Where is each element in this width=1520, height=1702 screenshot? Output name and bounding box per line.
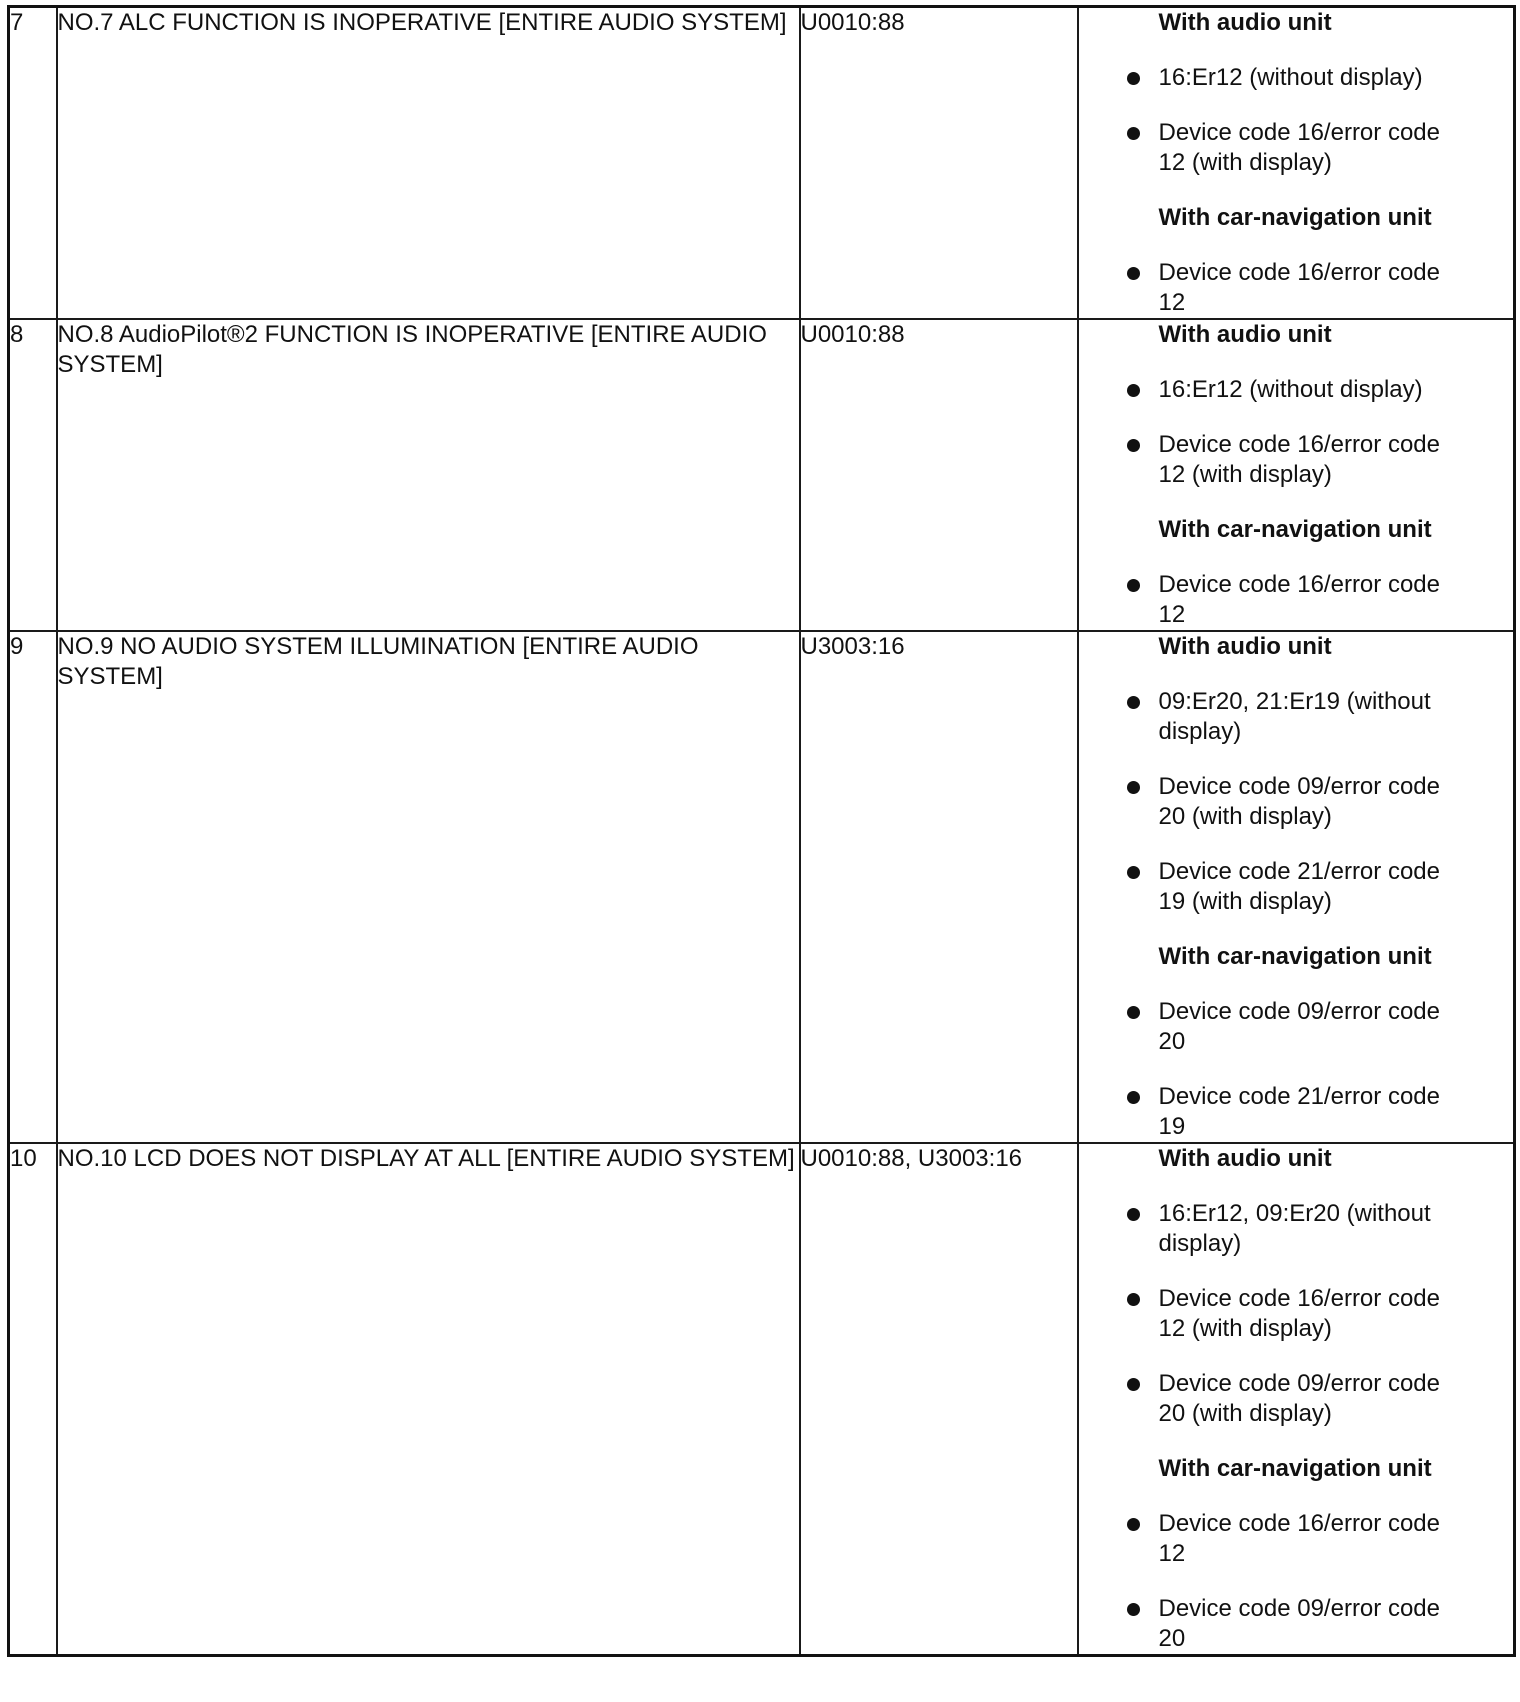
- bullet-icon: [1127, 439, 1140, 452]
- list-item: Device code 09/error code 20: [1079, 997, 1459, 1057]
- list-item: 16:Er12 (without display): [1079, 63, 1459, 93]
- list-item: Device code 16/error code 12: [1079, 570, 1459, 630]
- device-error-codes: [1078, 1143, 1515, 1656]
- list-item: Device code 16/error code 12 (with display): [1079, 118, 1459, 178]
- list-item: 16:Er12 (without display): [1079, 375, 1459, 405]
- list-item: Device code 09/error code 20: [1079, 1594, 1459, 1654]
- nav-unit-heading: With car-navigation unit: [1158, 1455, 1432, 1482]
- list-item: 09:Er20, 21:Er19 (without display): [1079, 687, 1459, 747]
- row-number: 8: [9, 319, 57, 631]
- nav-unit-heading: With car-navigation unit: [1158, 204, 1432, 231]
- list-item: Device code 21/error code 19 (with display): [1079, 857, 1459, 917]
- bullet-icon: [1127, 781, 1140, 794]
- bullet-icon: [1127, 1208, 1140, 1221]
- bullet-icon: [1127, 1378, 1140, 1391]
- list-item: Device code 21/error code 19: [1079, 1082, 1459, 1142]
- list-item: 16:Er12, 09:Er20 (without display): [1079, 1199, 1459, 1259]
- symptom-title: NO.7 ALC FUNCTION IS INOPERATIVE [ENTIRE AUDIO SYSTEM]: [57, 7, 800, 320]
- table-row: [9, 1143, 1515, 1656]
- device-error-codes: [1078, 7, 1515, 320]
- table-row: [9, 319, 1515, 631]
- nav-unit-heading: With car-navigation unit: [1158, 516, 1432, 543]
- bullet-icon: [1127, 579, 1140, 592]
- device-error-codes: [1078, 631, 1515, 1143]
- symptom-title: NO.10 LCD DOES NOT DISPLAY AT ALL [ENTIRE AUDIO SYSTEM]: [57, 1143, 800, 1656]
- row-number: 10: [9, 1143, 57, 1656]
- dtc-code: U0010:88: [800, 7, 1078, 320]
- list-item: Device code 16/error code 12: [1079, 258, 1459, 318]
- row-number: 7: [9, 7, 57, 320]
- bullet-icon: [1127, 1293, 1140, 1306]
- bullet-icon: [1127, 866, 1140, 879]
- bullet-icon: [1127, 1603, 1140, 1616]
- bullet-icon: [1127, 384, 1140, 397]
- list-item: Device code 09/error code 20 (with display): [1079, 1369, 1459, 1429]
- device-error-codes: [1078, 319, 1515, 631]
- audio-unit-heading: With audio unit: [1158, 9, 1332, 36]
- list-item: Device code 16/error code 12 (with display): [1079, 1284, 1459, 1344]
- row-number: 9: [9, 631, 57, 1143]
- bullet-icon: [1127, 72, 1140, 85]
- audio-unit-heading: With audio unit: [1158, 321, 1332, 348]
- table-row: [9, 7, 1515, 320]
- dtc-code: U0010:88, U3003:16: [800, 1143, 1078, 1656]
- troubleshooting-table: [7, 5, 1516, 1657]
- audio-unit-heading: With audio unit: [1158, 1145, 1332, 1172]
- list-item: Device code 16/error code 12 (with display): [1079, 430, 1459, 490]
- table-row: [9, 631, 1515, 1143]
- bullet-icon: [1127, 267, 1140, 280]
- nav-unit-heading: With car-navigation unit: [1158, 943, 1432, 970]
- bullet-icon: [1127, 1518, 1140, 1531]
- bullet-icon: [1127, 127, 1140, 140]
- bullet-icon: [1127, 1006, 1140, 1019]
- symptom-title: NO.9 NO AUDIO SYSTEM ILLUMINATION [ENTIRE AUDIO SYSTEM]: [57, 631, 800, 1143]
- bullet-icon: [1127, 1091, 1140, 1104]
- bullet-icon: [1127, 696, 1140, 709]
- dtc-code: U3003:16: [800, 631, 1078, 1143]
- audio-unit-heading: With audio unit: [1158, 633, 1332, 660]
- list-item: Device code 09/error code 20 (with display): [1079, 772, 1459, 832]
- list-item: Device code 16/error code 12: [1079, 1509, 1459, 1569]
- symptom-title: NO.8 AudioPilot®2 FUNCTION IS INOPERATIVE [ENTIRE AUDIO SYSTEM]: [57, 319, 800, 631]
- dtc-code: U0010:88: [800, 319, 1078, 631]
